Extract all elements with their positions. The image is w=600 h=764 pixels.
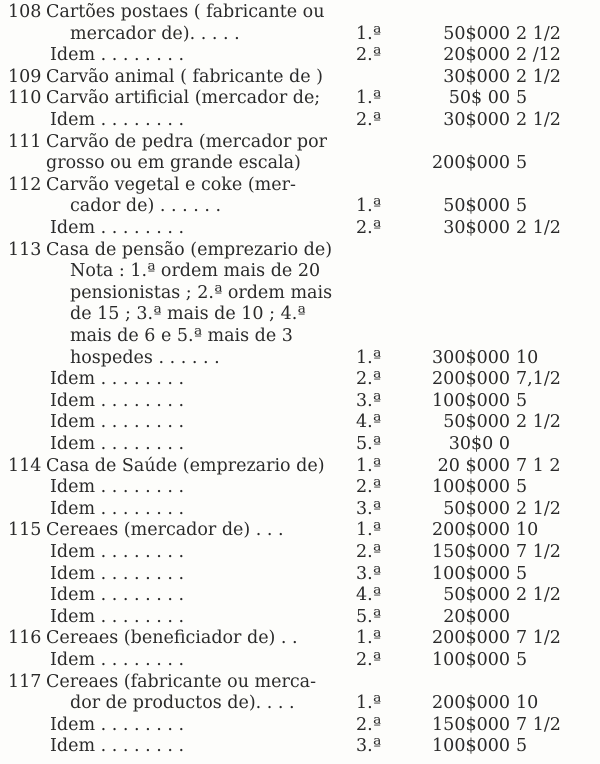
entry-percent: 7,1/2 [516, 369, 561, 390]
entry-description: Idem . . . . . . . . [50, 498, 185, 519]
entry-percent: 7 1/2 [516, 542, 561, 562]
entry-description: Idem . . . . . . . . [50, 650, 185, 670]
entry-description: Cartões postaes ( fabricante ou [46, 2, 325, 22]
table-row [0, 626, 600, 650]
entry-number: 116 [8, 628, 42, 649]
entry-percent: 7 1/2 [516, 714, 561, 735]
table-row [0, 734, 600, 758]
entry-ordem: 3.ª [356, 736, 382, 757]
entry-ordem: 1.ª [356, 88, 382, 109]
entry-description: Idem . . . . . . . . [50, 218, 185, 238]
entry-taxa: 50$000 [443, 23, 510, 44]
entry-percent: 5 [516, 477, 528, 498]
entry-number: 112 [8, 174, 42, 195]
entry-taxa: 150$000 [432, 714, 510, 735]
entry-description: Idem . . . . . . . . [50, 390, 185, 411]
entry-taxa: 100$000 [432, 650, 510, 670]
table-row [0, 259, 600, 283]
entry-description: Carvão artificial (mercador de; [46, 88, 321, 109]
entry-description: cador de) . . . . . . [70, 196, 222, 217]
entry-taxa: 200$000 [432, 693, 510, 714]
entry-ordem: 2.ª [356, 218, 382, 238]
entry-ordem: 1.ª [356, 628, 382, 649]
entry-description: de 15 ; 3.ª mais de 10 ; 4.ª [70, 304, 306, 325]
entry-description: Idem . . . . . . . . [50, 477, 185, 498]
table-row [0, 583, 600, 607]
entry-description: Idem . . . . . . . . [50, 606, 185, 627]
entry-taxa: 30$000 [443, 110, 510, 130]
entry-number: 108 [8, 2, 42, 22]
entry-taxa: 100$000 [432, 563, 510, 584]
entry-ordem: 1.ª [356, 520, 382, 541]
entry-taxa: 50$000 [443, 412, 510, 433]
entry-description: Idem . . . . . . . . [50, 714, 185, 735]
table-row [0, 518, 600, 542]
entry-ordem: 1.ª [356, 693, 382, 714]
entry-taxa: 20$000 [443, 45, 510, 66]
entry-description: Idem . . . . . . . . [50, 563, 185, 584]
entry-description: Idem . . . . . . . . [50, 736, 185, 757]
table-row [0, 367, 600, 391]
entry-number: 117 [8, 671, 42, 692]
entry-ordem: 2.ª [356, 542, 382, 562]
entry-description: Casa de Saúde (emprezario de) [46, 455, 325, 476]
entry-taxa: 200$000 [432, 153, 510, 174]
entry-taxa: 200$000 [432, 628, 510, 649]
entry-percent: 5 [516, 563, 528, 584]
table-row [0, 43, 600, 67]
entry-taxa: 30$000 [443, 218, 510, 238]
table-row [0, 281, 600, 305]
entry-ordem: 5.ª [356, 606, 382, 627]
table-row [0, 324, 600, 348]
entry-percent: 5 [516, 88, 528, 109]
entry-taxa: 200$000 [432, 520, 510, 541]
entry-ordem: 2.ª [356, 714, 382, 735]
table-row [0, 691, 600, 715]
entry-percent: 10 [516, 520, 539, 541]
entry-taxa: 100$000 [432, 736, 510, 757]
table-row [0, 22, 600, 46]
entry-number: 114 [8, 455, 42, 476]
table-row [0, 432, 600, 456]
entry-taxa: 30$0 0 [448, 434, 510, 454]
entry-ordem: 2.ª [356, 477, 382, 498]
entry-ordem: 3.ª [356, 563, 382, 584]
table-row [0, 475, 600, 499]
entry-taxa: 50$000 [443, 498, 510, 519]
table-row [0, 389, 600, 413]
entry-description: dor de productos de). . . . [70, 693, 295, 714]
entry-description: Cereaes (mercador de) . . . [46, 520, 284, 541]
entry-number: 110 [8, 88, 42, 109]
entry-number: 111 [8, 131, 42, 152]
table-row [0, 410, 600, 434]
entry-percent: 7 1 2 [516, 455, 561, 476]
entry-taxa: 50$ 00 [448, 88, 510, 109]
entry-description: Idem . . . . . . . . [50, 412, 185, 433]
entry-description: mercador de). . . . . [70, 23, 240, 44]
entry-percent: 2 1/2 [516, 218, 561, 238]
table-row [0, 670, 600, 694]
entry-percent: 5 [516, 196, 528, 217]
entry-ordem: 2.ª [356, 45, 382, 66]
entry-ordem: 5.ª [356, 434, 382, 454]
entry-ordem: 1.ª [356, 455, 382, 476]
entry-description: Cereaes (fabricante ou merca- [46, 671, 316, 692]
entry-description: Idem . . . . . . . . [50, 434, 185, 454]
entry-percent: 10 [516, 347, 539, 368]
table-row [0, 302, 600, 326]
table-row [0, 713, 600, 737]
entry-description: Idem . . . . . . . . [50, 110, 185, 130]
table-row [0, 540, 600, 564]
entry-ordem: 4.ª [356, 412, 382, 433]
entry-ordem: 4.ª [356, 585, 382, 606]
table-row [0, 194, 600, 218]
entry-taxa: 200$000 [432, 369, 510, 390]
entry-description: Idem . . . . . . . . [50, 542, 185, 562]
entry-number: 115 [8, 520, 42, 541]
entry-percent: 2 1/2 [516, 412, 561, 433]
entry-description: Carvão animal ( fabricante de ) [46, 66, 323, 87]
entry-number: 109 [8, 66, 42, 87]
entry-description: Cereaes (beneficiador de) . . [46, 628, 298, 649]
entry-description: hospedes . . . . . . [70, 347, 220, 368]
entry-taxa: 100$000 [432, 477, 510, 498]
entry-description: Casa de pensão (emprezario de) [46, 239, 333, 260]
entry-percent: 2 /12 [516, 45, 561, 66]
table-row [0, 216, 600, 240]
entry-taxa: 300$000 [432, 347, 510, 368]
entry-ordem: 2.ª [356, 650, 382, 670]
entry-percent: 5 [516, 153, 528, 174]
entry-percent: 2 1/2 [516, 23, 561, 44]
entry-description: Idem . . . . . . . . [50, 45, 185, 66]
table-row [0, 130, 600, 154]
entry-ordem: 2.ª [356, 110, 382, 130]
entry-taxa: 50$000 [443, 585, 510, 606]
entry-percent: 2 1/2 [516, 66, 561, 87]
table-row [0, 562, 600, 586]
entry-taxa: 100$000 [432, 390, 510, 411]
entry-description: Carvão vegetal e coke (mer- [46, 174, 296, 195]
table-row [0, 108, 600, 132]
entry-taxa: 150$000 [432, 542, 510, 562]
table-row [0, 605, 600, 629]
entry-description: pensionistas ; 2.ª ordem mais [70, 282, 333, 303]
entry-percent: 10 [516, 693, 539, 714]
entry-taxa: 30$000 [443, 66, 510, 87]
table-row [0, 0, 600, 24]
table-row [0, 454, 600, 478]
entry-description: Carvão de pedra (mercador por [46, 131, 327, 152]
entry-taxa: 20 $000 [437, 455, 510, 476]
entry-ordem: 3.ª [356, 498, 382, 519]
entry-number: 113 [8, 239, 42, 260]
entry-ordem: 1.ª [356, 23, 382, 44]
table-row [0, 648, 600, 672]
table-row [0, 86, 600, 110]
entry-ordem: 3.ª [356, 390, 382, 411]
entry-percent: 5 [516, 736, 528, 757]
entry-description: Idem . . . . . . . . [50, 585, 185, 606]
entry-taxa: 50$000 [443, 196, 510, 217]
entry-description: Idem . . . . . . . . [50, 369, 185, 390]
entry-description: grosso ou em grande escala) [46, 153, 301, 174]
table-row [0, 497, 600, 521]
entry-percent: 2 1/2 [516, 585, 561, 606]
entry-ordem: 2.ª [356, 369, 382, 390]
entry-ordem: 1.ª [356, 347, 382, 368]
table-row [0, 173, 600, 197]
entry-taxa: 20$000 [443, 606, 510, 627]
entry-percent: 5 [516, 650, 528, 670]
table-row [0, 238, 600, 262]
entry-percent: 7 1/2 [516, 628, 561, 649]
entry-description: Nota : 1.ª ordem mais de 20 [70, 261, 321, 282]
entry-percent: 5 [516, 390, 528, 411]
entry-percent: 2 1/2 [516, 498, 561, 519]
entry-description: mais de 6 e 5.ª mais de 3 [70, 326, 293, 346]
table-row [0, 346, 600, 370]
entry-ordem: 1.ª [356, 196, 382, 217]
table-row [0, 151, 600, 175]
entry-percent: 2 1/2 [516, 110, 561, 130]
table-row [0, 65, 600, 89]
